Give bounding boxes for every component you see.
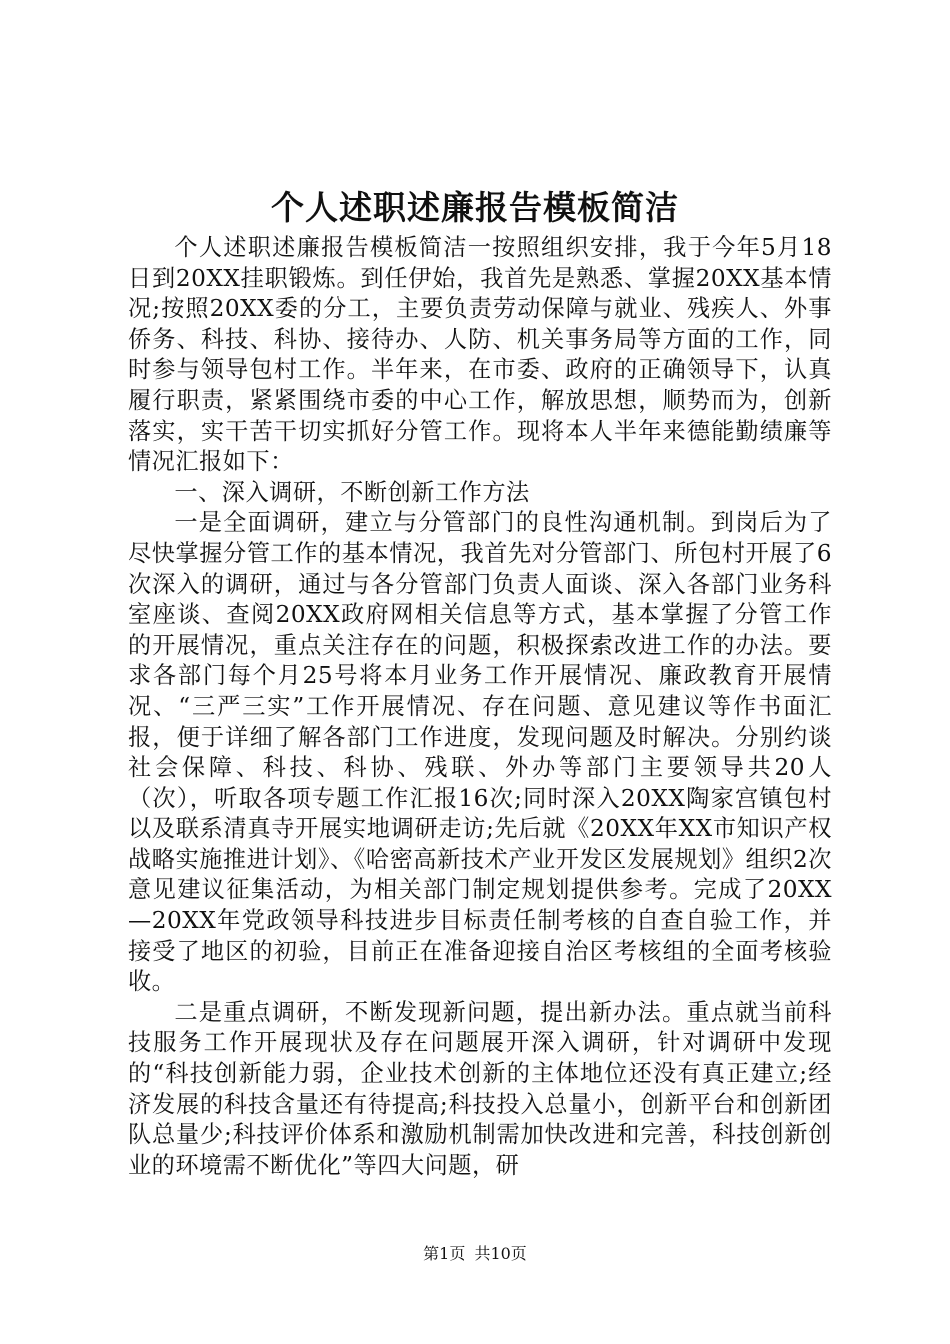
page-number-footer: 第1页 共10页 [423, 1244, 527, 1263]
paragraph-comprehensive-research: 一是全面调研，建立与分管部门的良性沟通机制。到岗后为了尽快掌握分管工作的基本情况，我首先对分管部门、所包村开展了6次深入的调研，通过与各分管部门负责人面谈、深入各部门业务科室座谈、查阅20XX政府网相关信息等方式，基本掌握了分管工作的开展情况，重点关注存在的问题，积极探索改进工作的办法。要求各部门每个月25号将本月业务工作开展情况、廉政教育开展情况、“三严三实”工作开展情况、存在问题、意见建议等作书面汇报，便于详细了解各部门工作进度，发现问题及时解决。分别约谈社会保障、科技、科协、残联、外办等部门主要领导共20人（次），听取各项专题工作汇报16次;同时深入20XX陶家宫镇包村以及联系清真寺开展实地调研走访;先后就《20XX年XX市知识产权战略实施推进计划》、《哈密高新技术产业开发区发展规划》组织2次意见建议征集活动，为相关部门制定规划提供参考。完成了20XX—20XX年党政领导科技进步目标责任制考核的自查自验工作，并接受了地区的初验，目前正在准备迎接自治区考核组的全面考核验收。 [128, 509, 832, 996]
paragraph-key-research: 二是重点调研，不断发现新问题，提出新办法。重点就当前科技服务工作开展现状及存在问题展开深入调研，针对调研中发现的“科技创新能力弱，企业技术创新的主体地位还没有真正建立;经济发展的科技含量还有待提高;科技投入总量小，创新平台和创新团队总量少;科技评价体系和激励机制需加快改进和完善，科技创新创业的环境需不断优化”等四大问题，研 [128, 998, 832, 1179]
section-heading-1: 一、深入调研，不断创新工作方法 [174, 478, 530, 506]
paragraph-intro: 个人述职述廉报告模板简洁一按照组织安排，我于今年5月18日到20XX挂职锻炼。到任伊始，我首先是熟悉、掌握20XX基本情况;按照20XX委的分工，主要负责劳动保障与就业、残疾人、外事侨务、科技、科协、接待办、人防、机关事务局等方面的工作，同时参与领导包村工作。半年来，在市委、政府的正确领导下，认真履行职责，紧紧围绕市委的中心工作，解放思想，顺势而为，创新落实，实干苦干切实抓好分管工作。现将本人半年来德能勤绩廉等情况汇报如下： [128, 234, 832, 476]
document-title: 个人述职述廉报告模板简洁 [271, 188, 679, 227]
document-body [128, 233, 832, 1181]
